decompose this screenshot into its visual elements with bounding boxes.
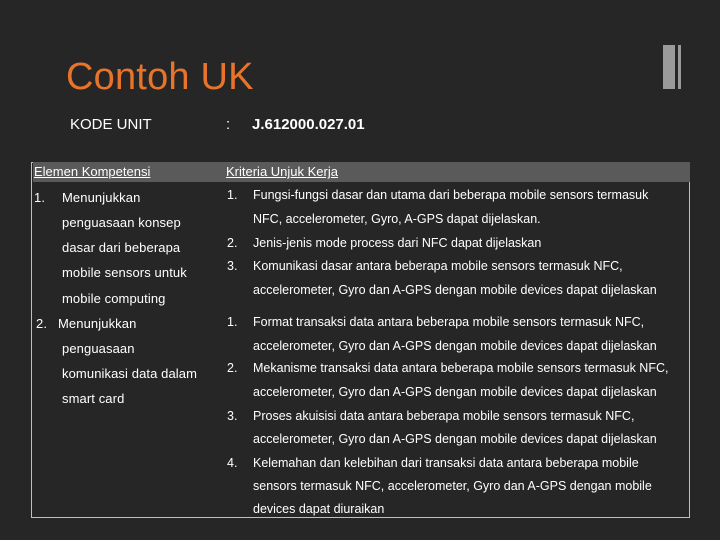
kriteria-number: 3. [227,259,238,273]
elemen-line: penguasaan [62,341,135,356]
kriteria-number: 3. [227,409,238,423]
kriteria-line: Fungsi-fungsi dasar dan utama dari beberapa mobile sensors termasuk [253,188,649,202]
header-elemen-kompetensi: Elemen Kompetensi [34,164,151,179]
kriteria-number: 2. [227,236,238,250]
kriteria-line: accelerometer, Gyro dan A-GPS dengan mobile devices dapat dijelaskan [253,283,657,297]
kriteria-number: 1. [227,315,238,329]
kode-unit-label: KODE UNIT [70,116,152,133]
elemen-line: Menunjukkan [58,316,137,331]
elemen-number: 1. [34,190,46,205]
kriteria-line: Proses akuisisi data antara beberapa mobile sensors termasuk NFC, [253,409,635,423]
elemen-line: smart card [62,391,125,406]
elemen-line: Menunjukkan [62,190,141,205]
kriteria-line: Mekanisme transaksi data antara beberapa mobile sensors termasuk NFC, [253,361,669,375]
accent-bar-thin [678,45,681,89]
kriteria-line: devices dapat diuraikan [253,502,385,516]
kriteria-line: accelerometer, Gyro dan A-GPS dengan mobile devices dapat dijelaskan [253,385,657,399]
kriteria-line: NFC, accelerometer, Gyro, A-GPS dapat dijelaskan. [253,212,541,226]
page-title: Contoh UK [66,56,254,98]
header-kriteria-unjuk-kerja: Kriteria Unjuk Kerja [226,164,338,179]
kriteria-line: accelerometer, Gyro dan A-GPS dengan mobile devices dapat dijelaskan [253,339,657,353]
kriteria-number: 4. [227,456,238,470]
kriteria-line: accelerometer, Gyro dan A-GPS dengan mobile devices dapat dijelaskan [253,432,657,446]
elemen-number: 2. [36,316,48,331]
elemen-line: mobile computing [62,291,166,306]
kriteria-number: 1. [227,188,238,202]
elemen-line: penguasaan konsep [62,215,181,230]
kriteria-line: Jenis-jenis mode process dari NFC dapat dijelaskan [253,236,542,250]
elemen-line: dasar dari beberapa [62,240,181,255]
kriteria-line: Format transaksi data antara beberapa mobile sensors termasuk NFC, [253,315,645,329]
accent-bar-thick [663,45,675,89]
kode-unit-value: J.612000.027.01 [252,116,365,133]
elemen-line: komunikasi data dalam [62,366,198,381]
kriteria-number: 2. [227,361,238,375]
kriteria-line: Kelemahan dan kelebihan dari transaksi data antara beberapa mobile [253,456,639,470]
kriteria-line: sensors termasuk NFC, accelerometer, Gyro dan A-GPS dengan mobile [253,479,652,493]
elemen-line: mobile sensors untuk [62,265,187,280]
kriteria-line: Komunikasi dasar antara beberapa mobile sensors termasuk NFC, [253,259,623,273]
kode-unit-colon: : [226,116,231,133]
